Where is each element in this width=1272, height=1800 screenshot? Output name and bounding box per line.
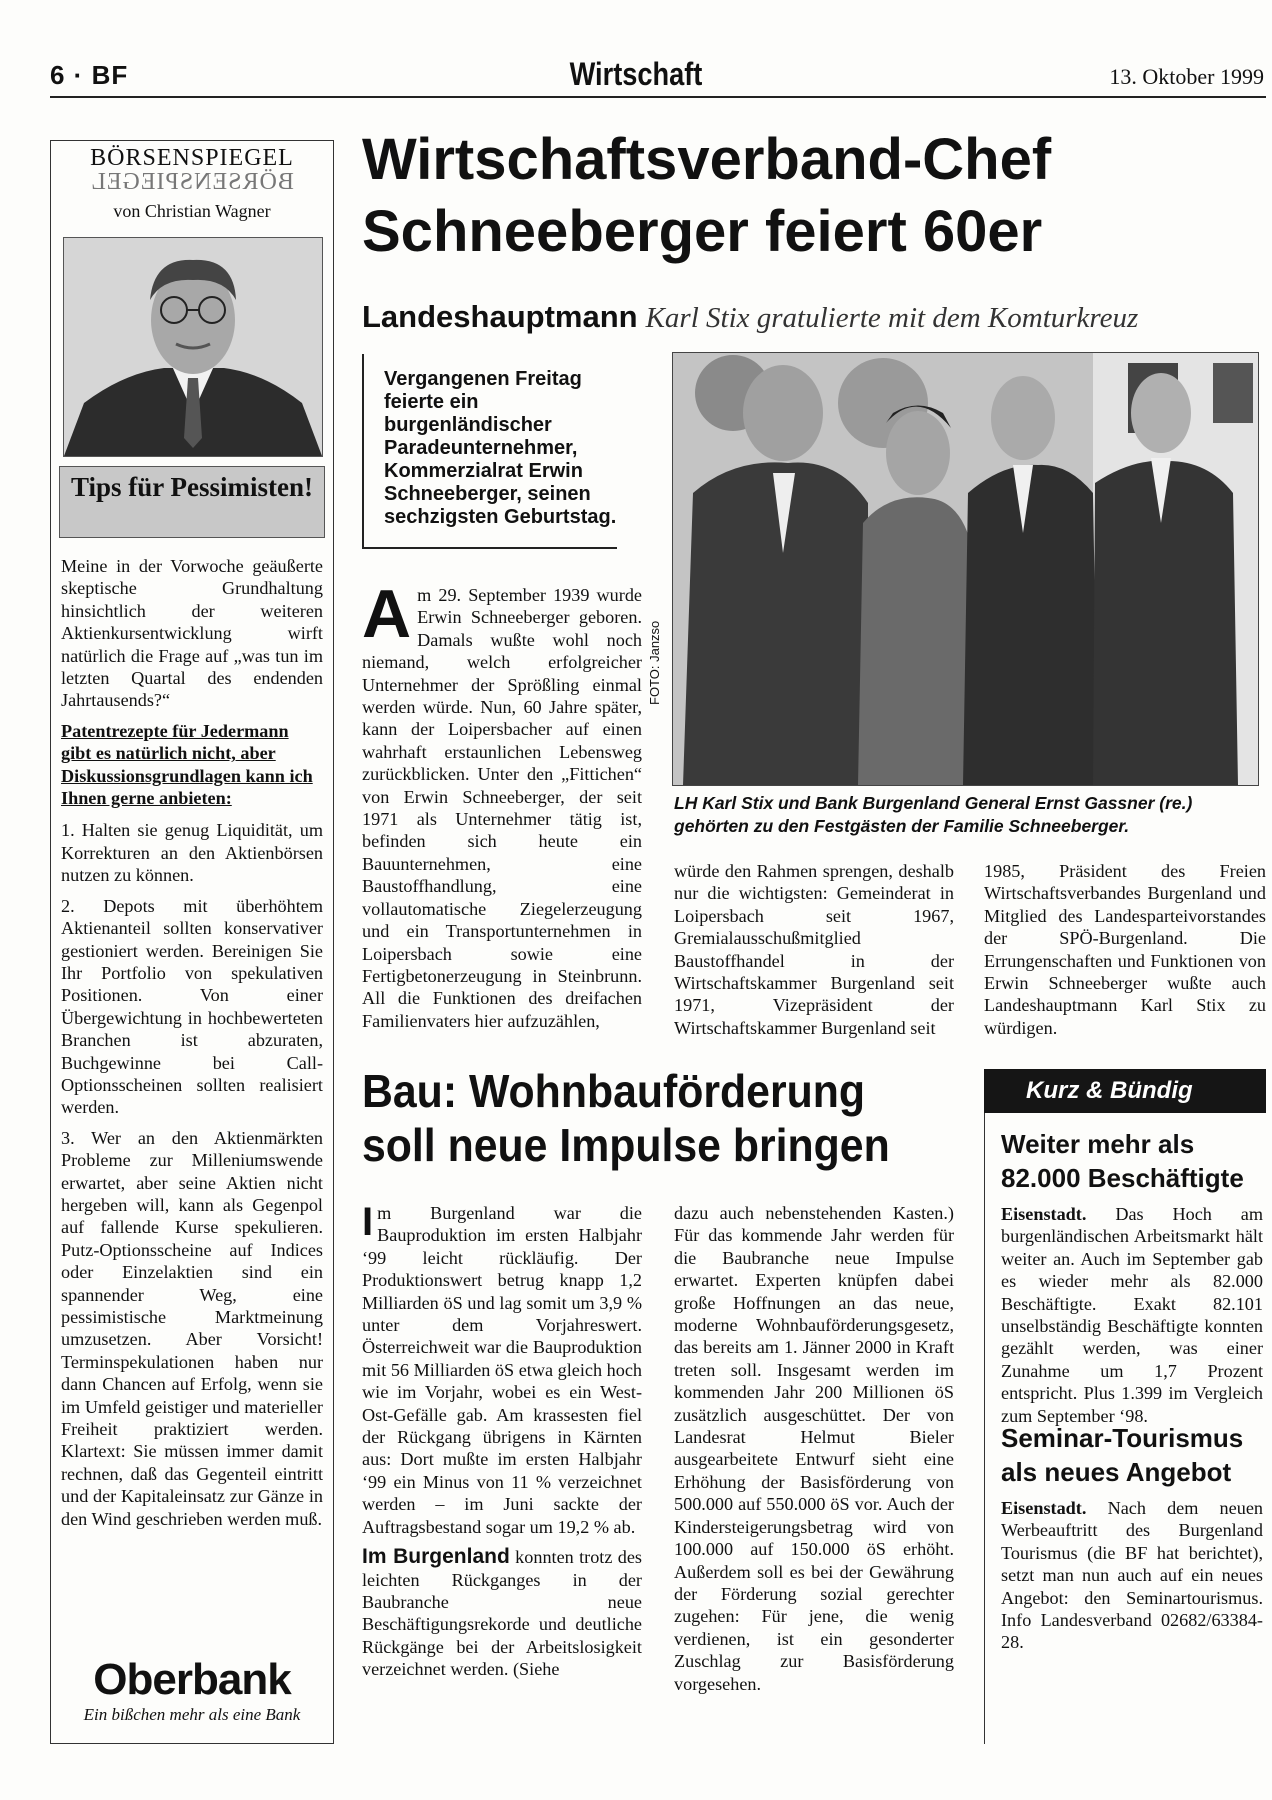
bau-subhead: Im Burgenland: [362, 1545, 510, 1569]
bau-article-text-1: m Burgenland war die Bauproduktion im ersten Halbjahr ‘99 leicht rückläufig. Der Produktionswert betrug knapp 1,2 Milliarden öS und lag somit um 3,9 % unter dem Vorjahreswert. Österreichweit war die Bauproduktion mit 56 Milliarden öS etwa gleich hoch wie im Vorjahr, wobei es ein West-Ost-Gefälle gab. Am krassesten fiel der Rückgang übrigens in Kärnten aus: Dort mußte im ersten Halbjahr ‘99 ein Minus von 11 % verzeichnet werden – im Juni sackte der Auftragsbestand sogar um 19,2 % ab.: [362, 1203, 642, 1537]
bau-headline-line2: soll neue Impulse bringen: [362, 1119, 890, 1171]
kurz-item-2-text: Nach dem neuen Werbeauftritt des Burgenland Tourismus (die BF hat berichtet), setzt man nun auch auf ein neues Angebot: den Seminartourismus. Info Landesverband 02682/63384-28.: [1001, 1498, 1263, 1653]
subline-italic: Karl Stix gratulierte mit dem Komturkreuz: [645, 302, 1139, 334]
column-body: [61, 555, 323, 1538]
sponsor-slogan: Ein bißchen mehr als eine Bank: [83, 1705, 301, 1724]
column-author: von Christian Wagner: [113, 201, 271, 221]
bau-dropcap: I: [362, 1200, 374, 1244]
main-headline-line2: Schneeberger feiert 60er: [362, 199, 1043, 264]
bau-headline: [362, 1064, 920, 1172]
column-intro: Meine in der Vorwoche geäußerte skeptische Grundhaltung hinsichtlich der weiteren Aktienkursentwicklung wirft natürlich die Frage auf „was tun im letzten Quartal des endenden Jahrtausends?“: [61, 556, 323, 711]
sponsor-logo: [51, 1656, 333, 1726]
column-point-2: 2. Depots mit überhöhtem Aktienanteil sollten konservativer gestioniert werden. Bereinigen Sie Ihr Portfolio von spekulativen Positionen. Von einer Übergewichtung in hochbewerteten Branchen ist abzuraten, Buchgewinne bei Call-Optionsscheinen sollten realisiert werden.: [61, 895, 323, 1118]
photo-caption: LH Karl Stix und Bank Burgenland General Ernst Gassner (re.) gehörten zu den Festgästen der Familie Schneeberger.: [674, 793, 1193, 836]
dropcap: A: [362, 576, 412, 652]
main-article-col1: [362, 576, 642, 1032]
issue-date: 13. Oktober 1999: [1109, 64, 1264, 89]
bau-article-text-2: dazu auch nebenstehenden Kasten.) Für das kommende Jahr werden für die Baubranche neue Impulse erwartet. Experten knüpfen dabei große Hoffnungen an das neue, moderne Wohnbauförderungsgesetz, das bereits am 1. Jänner 2000 in Kraft treten soll. Insgesamt werden im kommenden Jahr 200 Millionen öS zusätzlich ausgeschüttet. Der von Landesrat Helmut Bieler ausgearbeitete Entwurf sieht eine Erhöhung der Basisförderung von 500.000 auf 550.000 öS vor. Auch der Kindersteigerungsbetrag wird von 100.000 auf 150.000 öS erhöht. Außerdem soll es bei der Gewährung der Förderung sozial gerechter zugehen: Für jene, die wenig verdienen, ist ein gesonderter Zuschlag zur Basisförderung vorgesehen.: [674, 1203, 954, 1694]
kurz-item-1-text: Das Hoch am burgenländischen Arbeitsmarkt hält weiter an. Auch im September gab es wieder mehr als 82.000 Beschäftigte. Exakt 82.101 unselbständig Beschäftigte konnten gezählt werden, was einer Zunahme um 1,7 Prozent entspricht. Plus 1.399 im Vergleich zum September ‘98.: [1001, 1204, 1264, 1426]
main-article-text-3: 1985, Präsident des Freien Wirtschaftsverbandes Burgenland und Mitglied des Landesparteivorstandes der SPÖ-Burgenland. Die Errungenschaften und Funktionen von Erwin Schneeberger wußte auch Landeshauptmann Karl Stix zu würdigen.: [984, 861, 1266, 1038]
bau-article-text-1b: Im Burgenland konnten trotz des leichten Rückganges in der Baubranche neue Beschäftigungsrekorde und deutliche Rückgänge bei der Arbeitslosigkeit verzeichnet werden. (Siehe: [362, 1545, 643, 1680]
main-article-col3: [984, 860, 1266, 1039]
kurz-buendig-box: [984, 1113, 1267, 1744]
kurz-item-1: [1001, 1127, 1263, 1427]
article-photo: [672, 352, 1259, 786]
column-subhead: Patentrezepte für Jedermann gibt es natürlich nicht, aber Diskussionsgrundlagen kann ich Ihnen gerne anbieten:: [61, 720, 313, 809]
header-rule: [50, 96, 1266, 98]
bau-headline-line1: Bau: Wohnbauförderung: [362, 1065, 865, 1117]
main-subheadline: [362, 298, 1242, 335]
main-article-col2: [674, 860, 954, 1039]
bau-article-col2: [674, 1202, 954, 1695]
kurz-item-2-title: Seminar-Tourismus als neues Angebot: [1001, 1423, 1244, 1487]
subline-bold: Landeshauptmann: [362, 299, 638, 334]
kurz-item-2: [1001, 1421, 1263, 1654]
column-title: BÖRSENSPIEGEL: [90, 145, 294, 171]
main-headline-line1: Wirtschaftsverband-Chef: [362, 127, 1052, 192]
kurz-buendig-header: Kurz & Bündig: [984, 1069, 1266, 1113]
page-number: 6 · BF: [50, 60, 129, 90]
column-point-1: 1. Halten sie genug Liquidität, um Korrekturen an den Aktienbörsen nutzen zu können.: [61, 820, 323, 886]
sidebar-boersenspiegel: [50, 140, 334, 1744]
photo-credit: FOTO: Janzso: [647, 620, 662, 705]
kurz-item-2-place: Eisenstadt.: [1001, 1498, 1087, 1518]
kurz-item-1-place: Eisenstadt.: [1001, 1204, 1087, 1224]
column-title-mirror: BÖRSENSPIEGEL: [90, 169, 294, 195]
column-headline: Tips für Pessimisten!: [59, 466, 325, 538]
main-article-text-1: m 29. September 1939 wurde Erwin Schneeberger geboren. Damals wußte wohl noch niemand, welch erfolgreicher Unternehmer der Sprößling einmal werden würde. Nun, 60 Jahre später, kann der Loipersbacher auf einen wahrhaft erstaunlichen Lebensweg zurückblicken. Unter den „Fittichen“ von Erwin Schneeberger, der seit 1971 als Unternehmer tätig ist, befinden sich heute ein Bauunternehmen, eine Baustoffhandlung, eine vollautomatische Ziegelerzeugung und ein Transportunternehmen in Loipersbach sowie eine Fertigbetonerzeugung in Steinbrunn. All die Funktionen des dreifachen Familienvaters hier aufzuzählen,: [362, 585, 642, 1031]
bau-article-col1: [362, 1202, 642, 1681]
main-article-text-2: würde den Rahmen sprengen, deshalb nur die wichtigsten: Gemeinderat in Loipersbach seit 1967, Gremialausschußmitglied Baustoffhandel in der Wirtschaftskammer Burgenland seit 1971, Vizepräsident der Wirtschaftskammer Burgenland seit: [674, 861, 954, 1038]
main-headline: [362, 124, 1242, 268]
column-point-3: 3. Wer an den Aktienmärkten Probleme zur Milleniumswende erwartet, aber seine Aktien nicht hergeben will, kann als Gegenpol auf fallende Kurse spekulieren. Putz-Optionsscheine auf Indices oder Einzelaktien sind ein spannender Weg, eine pessimistische Marktmeinung umzusetzen. Aber Vorsicht! Terminspekulationen haben nur dann Chancen auf Erfolg, wenn sie im Umfeld geistiger und materieller Freiheit praktiziert werden. Klartext: Sie müssen immer damit rechnen, daß das Gegenteil eintritt und der Kapitaleinsatz zur Gänze in den Wind geschrieben werden muß.: [61, 1127, 323, 1529]
section-title: Wirtschaft: [569, 56, 703, 92]
kurz-item-1-title: Weiter mehr als 82.000 Beschäftigte: [1001, 1129, 1244, 1193]
sponsor-name: Oberbank: [93, 1655, 291, 1704]
article-lead: Vergangenen Freitag feierte ein burgenländischer Paradeunternehmer, Kommerzialrat Erwin Schneeberger, seinen sechzigsten Geburtstag.: [362, 354, 617, 549]
author-portrait: [63, 237, 323, 457]
